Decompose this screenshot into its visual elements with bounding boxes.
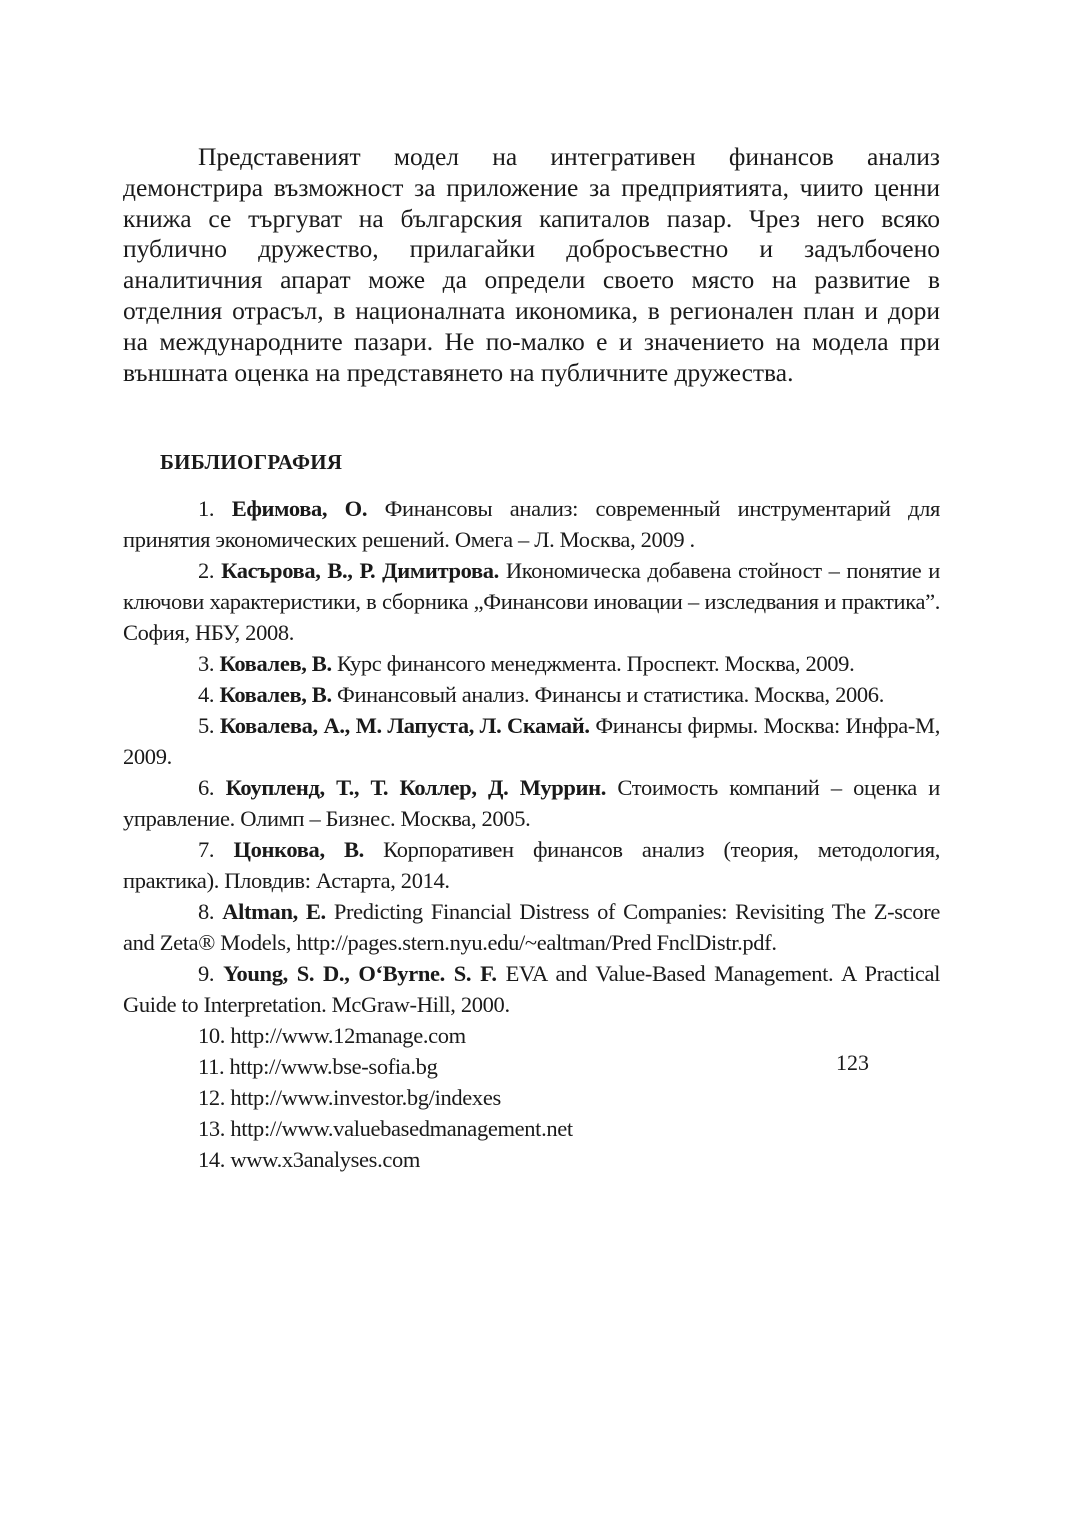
item-text: Финансы фирмы. Москва: Инфра-М, 2009. bbox=[123, 713, 940, 769]
item-number: 7. bbox=[198, 837, 215, 862]
item-number: 1. bbox=[198, 496, 215, 521]
bibliography-url-item: 13. http://www.valuebasedmanagement.net bbox=[198, 1116, 573, 1141]
bibliography-item bbox=[123, 493, 940, 555]
item-number: 4. bbox=[198, 682, 215, 707]
body-paragraph: Представеният модел на интегративен финансов анализ демонстрира възможност за приложение за предприятията, чиито ценни книжа се търгуват на българския капиталов пазар. Чрез него всяко публично дружество, прилагайки добросъвестно и задълбочено аналитичния апарат може да определи своето място на развитие в отделния отрасъл, в националната икономика, в регионален план и дори на международните пазари. Не по-малко е и значението на модела при външната оценка на представянето на публичните дружества. bbox=[123, 142, 940, 387]
page-number: 123 bbox=[836, 1050, 869, 1075]
bibliography-list bbox=[123, 493, 940, 1175]
item-text: Стоимость компаний – оценка и управление. Олимп – Бизнес. Москва, 2005. bbox=[123, 775, 940, 831]
bibliography-url-item: 14. www.x3analyses.com bbox=[198, 1147, 421, 1172]
item-author: Цонкова, В. bbox=[233, 837, 364, 862]
bibliography-url-item: 10. http://www.12manage.com bbox=[198, 1023, 466, 1048]
item-text: Финансовый анализ. Финансы и статистика. Москва, 2006. bbox=[337, 682, 884, 707]
item-text: Икономическа добавена стойност – понятие и ключови характеристики, в сборника „Финансови иновации – изследвания и практика”. София, НБУ, 2008. bbox=[123, 558, 940, 645]
item-text: Корпоративен финансов анализ (теория, методология, практика). Пловдив: Астарта, 2014. bbox=[123, 837, 940, 893]
item-number: 3. bbox=[198, 651, 215, 676]
item-text: Predicting Financial Distress of Companies: Revisiting The Z-score and Zeta® Models, http://pages.stern.nyu.edu/~ealtman/Pred FnclDistr.pdf. bbox=[123, 899, 940, 955]
item-number: 8. bbox=[198, 899, 215, 924]
item-number: 5. bbox=[198, 713, 215, 738]
bibliography-item bbox=[123, 648, 940, 679]
bibliography-item bbox=[123, 834, 940, 896]
item-text: Курс финансого менеджмента. Проспект. Москва, 2009. bbox=[337, 651, 855, 676]
bibliography-item bbox=[123, 896, 940, 958]
bibliography-item bbox=[123, 710, 940, 772]
item-author: Ковалев, В. bbox=[219, 682, 332, 707]
bibliography-url-item: 11. http://www.bse-sofia.bg bbox=[198, 1054, 438, 1079]
bibliography-url-item: 12. http://www.investor.bg/indexes bbox=[198, 1085, 501, 1110]
item-author: Касърова, В., Р. Димитрова. bbox=[221, 558, 499, 583]
item-number: 2. bbox=[198, 558, 215, 583]
bibliography-heading: БИБЛИОГРАФИЯ bbox=[160, 450, 343, 474]
bibliography-item bbox=[123, 772, 940, 834]
item-number: 9. bbox=[198, 961, 215, 986]
bibliography-item bbox=[123, 555, 940, 648]
bibliography-item bbox=[123, 958, 940, 1020]
item-author: Young, S. D., O‘Byrne. S. F. bbox=[223, 961, 497, 986]
item-author: Altman, E. bbox=[222, 899, 326, 924]
item-text: Финансовы анализ: современный инструментарий для принятия экономических решений. Омега – Л. Москва, 2009 . bbox=[123, 496, 941, 552]
item-author: Коупленд, Т., Т. Коллер, Д. Муррин. bbox=[225, 775, 607, 800]
item-text: EVA and Value-Based Management. A Practical Guide to Interpretation. McGraw-Hill, 2000. bbox=[123, 961, 941, 1017]
item-author: Ефимова, О. bbox=[231, 496, 368, 521]
item-author: Ковалев, В. bbox=[219, 651, 332, 676]
bibliography-item bbox=[123, 679, 940, 710]
item-author: Ковалева, А., М. Лапуста, Л. Скамай. bbox=[219, 713, 590, 738]
item-number: 6. bbox=[198, 775, 215, 800]
